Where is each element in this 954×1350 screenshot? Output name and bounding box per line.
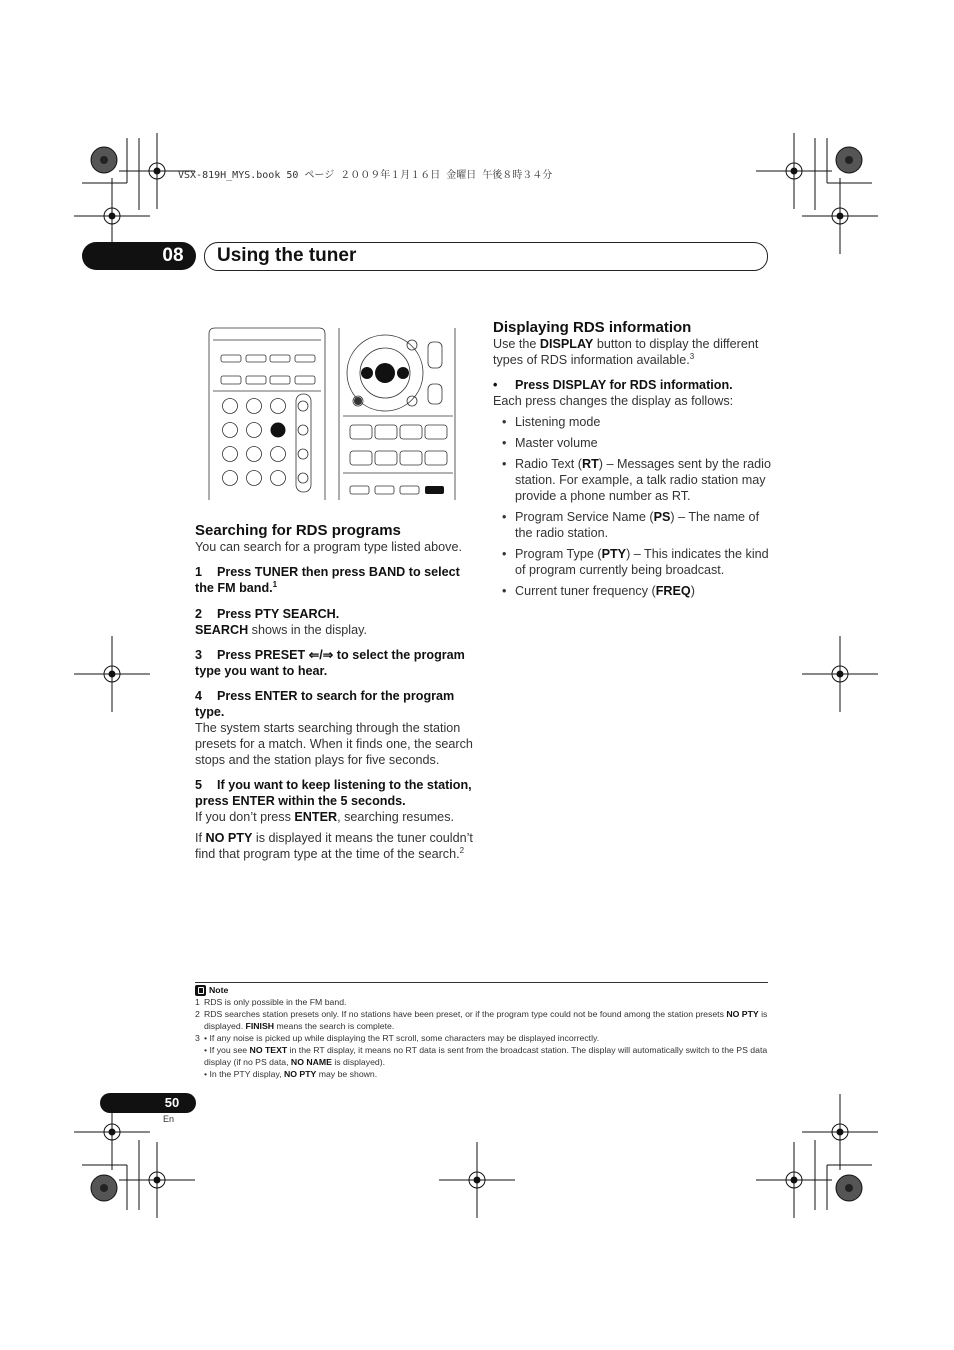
list-item: • Program Type (PTY) – This indicates the kind of program currently being broadcast.: [493, 546, 773, 578]
chapter-number: 08: [162, 245, 184, 266]
footnote-1: 1 RDS is only possible in the FM band.: [195, 997, 347, 1007]
footnote-3-c: • In the PTY display, NO PTY may be shown.: [204, 1069, 378, 1079]
step-5: 5 If you want to keep listening to the station, press ENTER within the 5 seconds.: [195, 778, 472, 808]
right-column: [493, 320, 773, 599]
footnotes: [195, 984, 770, 1080]
display-instruction: • Press DISPLAY for RDS information.: [493, 377, 773, 393]
footnote-3-b: • If you see NO TEXT in the RT display, it means no RT data is sent from the broadcast station. The display will automatically switch to the PS data display (if no PS data, NO NAME is displayed).: [204, 1045, 768, 1067]
search-intro: You can search for a program type listed above.: [195, 540, 462, 554]
footnote-3: 3 • If any noise is picked up while displaying the RT scroll, some characters may be displayed incorrectly.: [195, 1033, 600, 1043]
remote-control-illustration: [207, 326, 457, 500]
step-3: 3 Press PRESET ⇐/⇒ to select the program type you want to hear.: [195, 648, 465, 678]
list-item: • Radio Text (RT) – Messages sent by the radio station. For example, a talk radio station may provide a phone number as RT.: [493, 456, 773, 504]
section-heading-display: Displaying RDS information: [493, 319, 692, 336]
display-sub-intro: Each press changes the display as follows:: [493, 394, 734, 408]
list-item: • Master volume: [493, 435, 773, 451]
note-divider: [195, 982, 768, 983]
step-4: 4 Press ENTER to search for the program type.: [195, 689, 455, 719]
no-pty-paragraph: If NO PTY is displayed it means the tuner couldn’t find that program type at the time of the search.$^2$: [195, 831, 473, 861]
note-heading: Note: [195, 984, 770, 996]
page-title: Using the tuner: [217, 245, 357, 266]
page-language: En: [163, 1114, 175, 1124]
list-item: • Current tuner frequency (FREQ): [493, 583, 773, 599]
display-intro: Use the DISPLAY button to display the different types of RDS information available.$^3$: [493, 337, 759, 367]
step-4-body: The system starts searching through the station presets for a match. When it finds one, the search stops and the station plays for five seconds.: [195, 721, 473, 767]
page-number: 50: [164, 1095, 180, 1110]
step-1: 1 Press TUNER then press BAND to select the FM band.$^1$: [195, 565, 460, 595]
list-item: • Listening mode: [493, 414, 773, 430]
step-5-body: If you don’t press ENTER, searching resumes.: [195, 810, 454, 824]
step-2-result: SEARCH shows in the display.: [195, 623, 367, 637]
section-heading-search: Searching for RDS programs: [195, 522, 401, 539]
left-column: [195, 523, 475, 862]
footnote-2: 2 RDS searches station presets only. If no stations have been preset, or if the program type could not be found among the station presets NO PTY is displayed. FINISH means the search is complete.: [195, 1009, 768, 1031]
note-icon: [195, 985, 206, 996]
list-item: • Program Service Name (PS) – The name of the radio station.: [493, 509, 773, 541]
print-header: VSX-819H_MYS.book 50 ページ ２００９年１月１６日 金曜日 午後８時３４分: [178, 170, 553, 181]
preset-arrows-icon: ⇐/⇒: [308, 648, 334, 662]
step-2: 2 Press PTY SEARCH.: [195, 607, 340, 621]
